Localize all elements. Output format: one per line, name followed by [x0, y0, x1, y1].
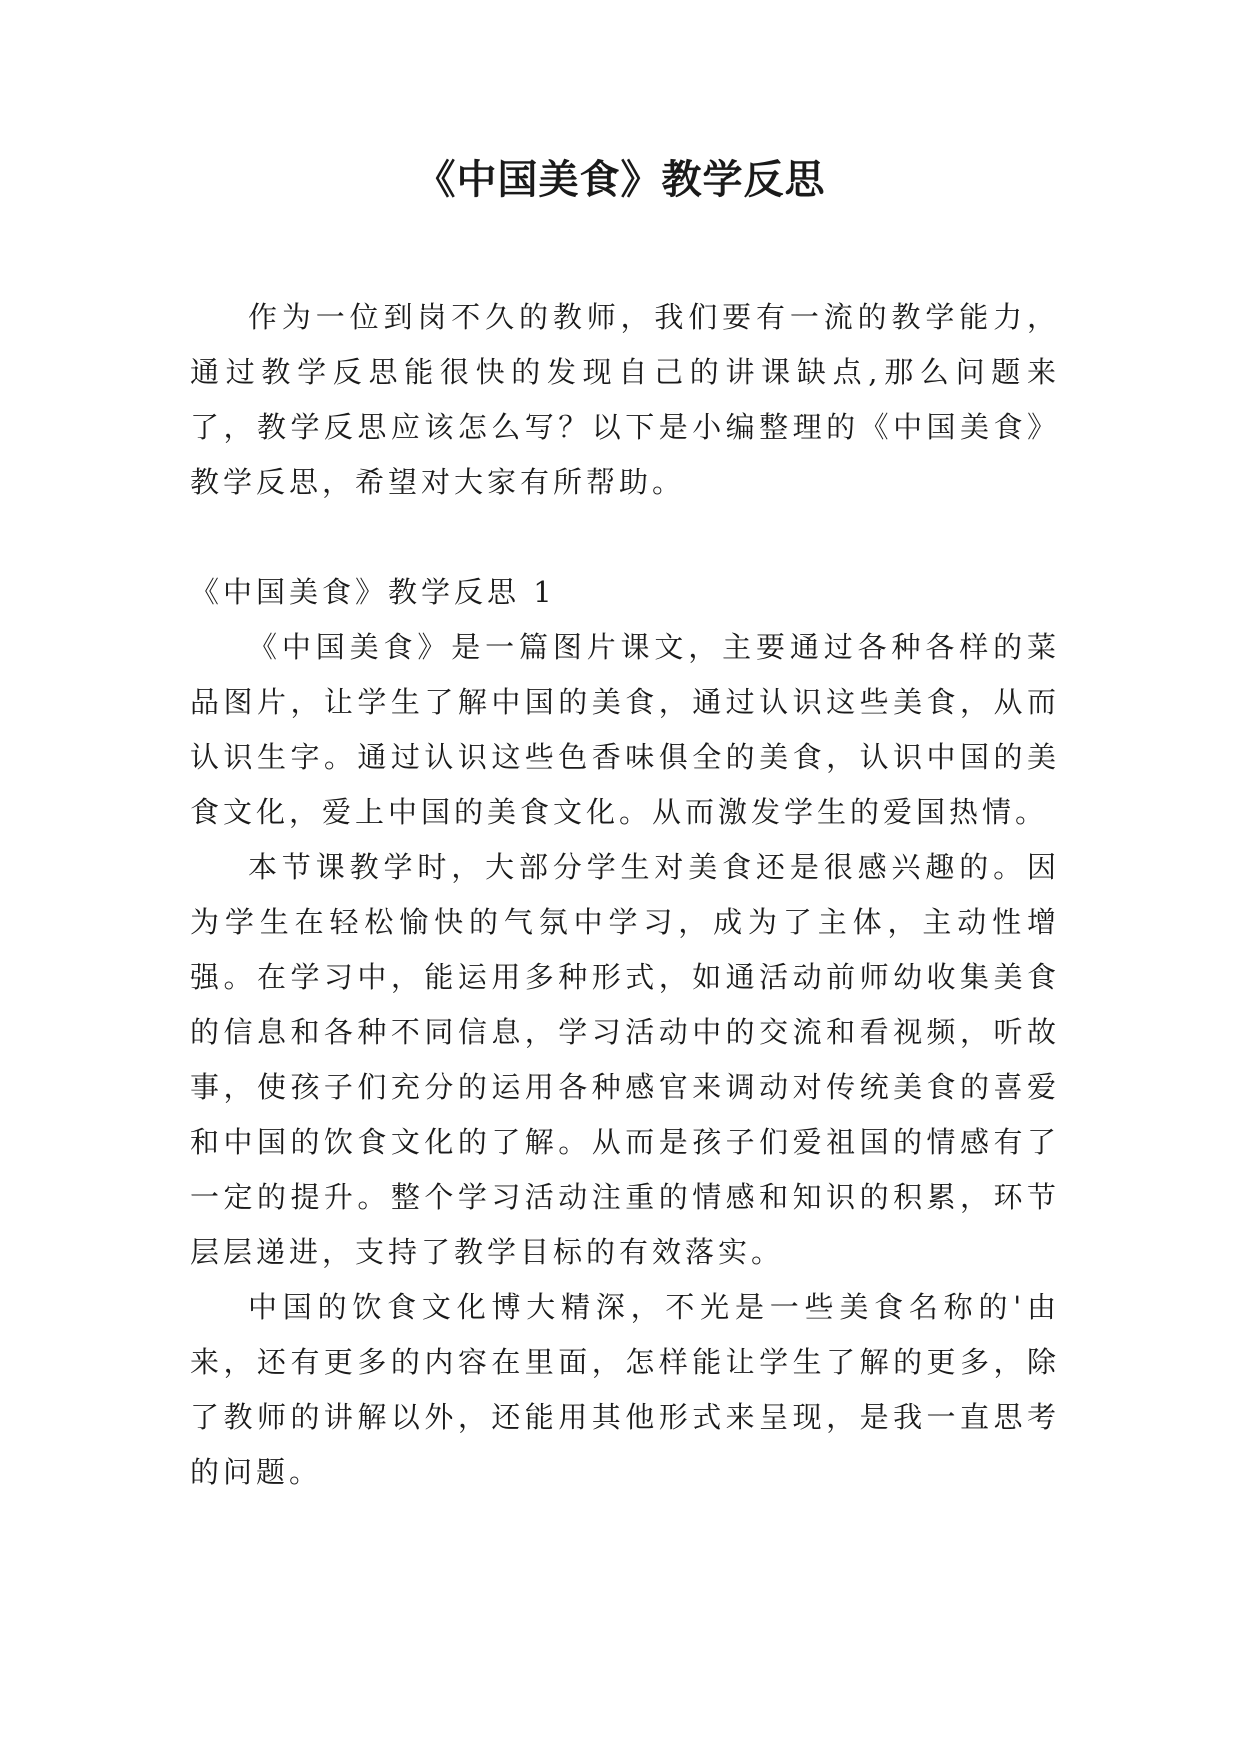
- intro-paragraph: 作为一位到岗不久的教师，我们要有一流的教学能力，通过教学反思能很快的发现自己的讲课缺点,那么问题来了，教学反思应该怎么写？以下是小编整理的《中国美食》教学反思，希望对大家有所帮助。: [190, 300, 1060, 499]
- body-paragraph-2: 本节课教学时，大部分学生对美食还是很感兴趣的。因为学生在轻松愉快的气氛中学习，成为了主体，主动性增强。在学习中，能运用多种形式，如通活动前师幼收集美食的信息和各种不同信息，学习活动中的交流和看视频，听故事，使孩子们充分的运用各种感官来调动对传统美食的喜爱和中国的饮食文化的了解。从而是孩子们爱祖国的情感有了一定的提升。整个学习活动注重的情感和知识的积累，环节层层递进，支持了教学目标的有效落实。: [190, 850, 1060, 1269]
- body-paragraph-1: 《中国美食》是一篇图片课文，主要通过各种各样的菜品图片，让学生了解中国的美食，通过认识这些美食，从而认识生字。通过认识这些色香味俱全的美食，认识中国的美食文化，爱上中国的美食文化。从而激发学生的爱国热情。: [190, 630, 1060, 829]
- section-heading: 《中国美食》教学反思 1: [190, 575, 556, 609]
- body-paragraph-3: 中国的饮食文化博大精深，不光是一些美食名称的'由来，还有更多的内容在里面，怎样能让学生了解的更多，除了教师的讲解以外，还能用其他形式来呈现，是我一直思考的问题。: [190, 1290, 1060, 1489]
- document-body: [190, 290, 1060, 1500]
- document-title: 《中国美食》教学反思: [415, 157, 826, 203]
